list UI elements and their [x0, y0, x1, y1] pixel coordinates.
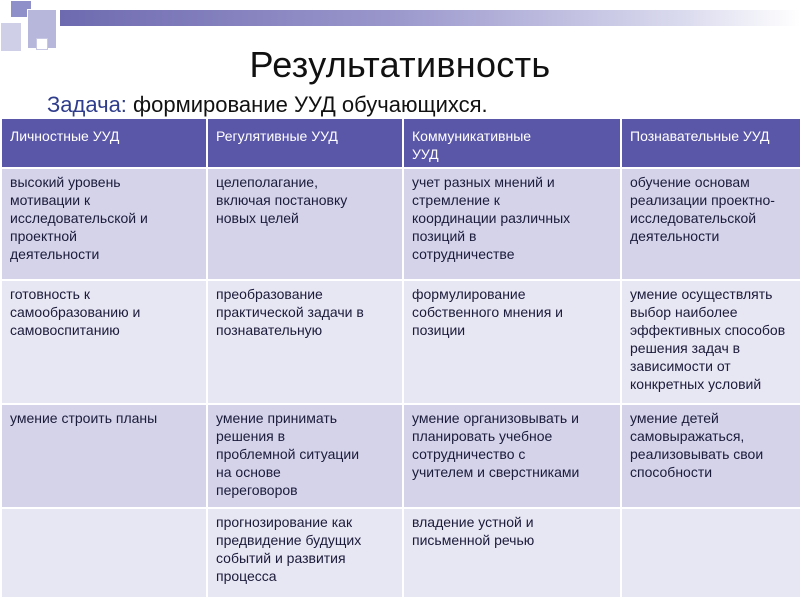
slide-title: Результативность — [249, 44, 551, 85]
table-cell: высокий уровень мотивации к исследовательской и проектной деятельности — [1, 168, 207, 280]
table-cell: умение организовывать и планировать учебное сотрудничество с учителем и сверстниками — [403, 404, 621, 508]
table-row — [1, 280, 800, 404]
table-cell — [621, 508, 800, 598]
table-cell: умение детей самовыражаться, реализовывать свои способности — [621, 404, 800, 508]
table-row — [1, 168, 800, 280]
header-personal-uud: Личностные УУД — [1, 118, 207, 168]
table-cell: умение строить планы — [1, 404, 207, 508]
header-regulative-uud: Регулятивные УУД — [207, 118, 403, 168]
table-cell: учет разных мнений и стремление к координации различных позиций в сотрудничестве — [403, 168, 621, 280]
table-cell — [1, 508, 207, 598]
table-cell: готовность к самообразованию и самовоспитанию — [1, 280, 207, 404]
uud-table — [0, 117, 800, 599]
table-header-row — [1, 118, 800, 168]
task-line — [47, 92, 488, 118]
header-communicative-uud: Коммуникативные УУД — [403, 118, 621, 168]
task-label: Задача: — [47, 92, 127, 117]
table-row — [1, 508, 800, 598]
table-cell: владение устной и письменной речью — [403, 508, 621, 598]
table-cell: преобразование практической задачи в познавательную — [207, 280, 403, 404]
table-cell: прогнозирование как предвидение будущих событий и развития процесса — [207, 508, 403, 598]
table-cell: умение осуществлять выбор наиболее эффективных способов решения задач в зависимости от конкретных условий — [621, 280, 800, 404]
table-cell: обучение основам реализации проектно- исследовательской деятельности — [621, 168, 800, 280]
task-text: формирование УУД обучающихся. — [126, 92, 488, 117]
table-row — [1, 404, 800, 508]
header-gradient-bar — [60, 10, 800, 26]
header-cognitive-uud: Познавательные УУД — [621, 118, 800, 168]
table-cell: умение принимать решения в проблемной ситуации на основе переговоров — [207, 404, 403, 508]
table-cell: целеполагание, включая постановку новых целей — [207, 168, 403, 280]
table-cell: формулирование собственного мнения и позиции — [403, 280, 621, 404]
